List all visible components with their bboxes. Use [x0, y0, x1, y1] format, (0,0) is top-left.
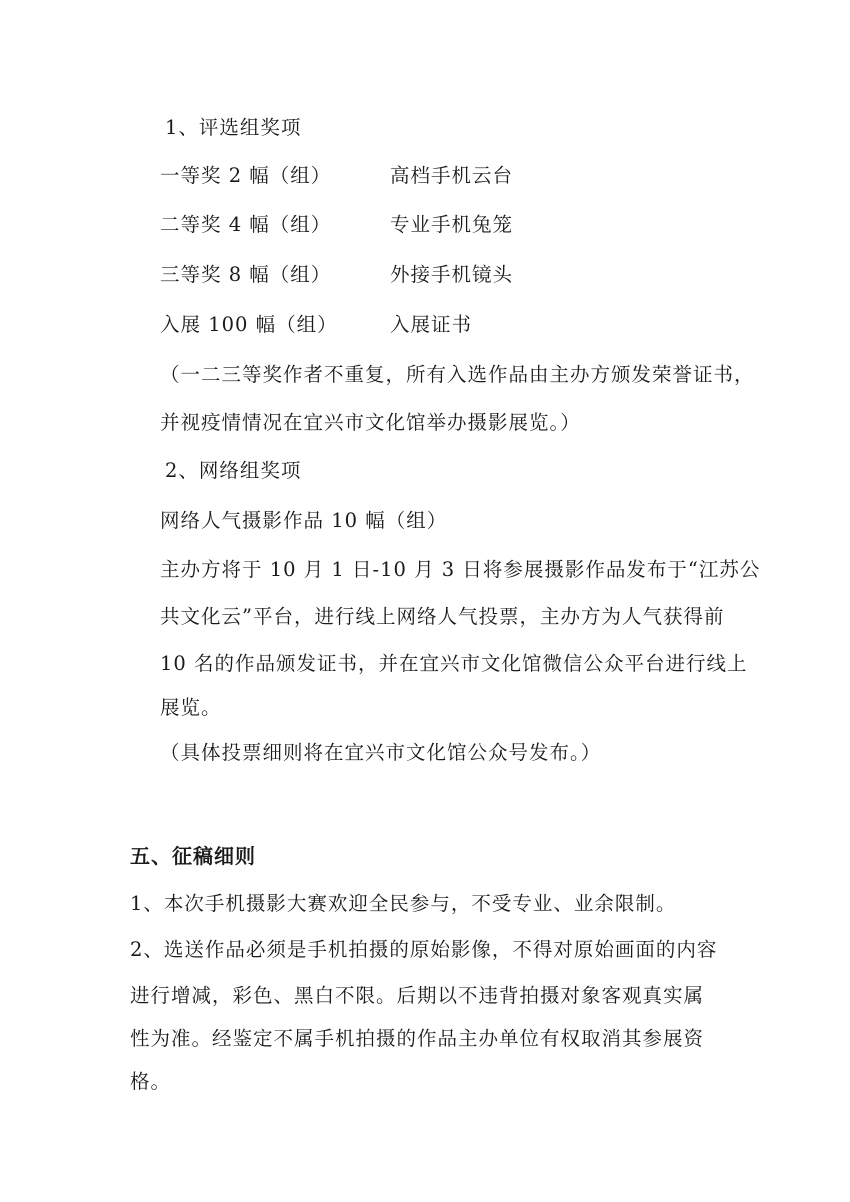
- online-para-line4: 展览。: [160, 696, 222, 719]
- rule-item-2-line3: 性为准。经鉴定不属手机拍摄的作品主办单位有权取消其参展资: [130, 1027, 705, 1050]
- award-prize: 入展证书: [390, 313, 473, 336]
- rule-item-2-line2: 进行增减，彩色、黑白不限。后期以不违背拍摄对象客观真实属: [130, 984, 705, 1007]
- online-para-line2: 共文化云”平台，进行线上网络人气投票，主办方为人气获得前: [160, 605, 725, 628]
- award-level: 三等奖 8 幅（组）: [160, 263, 332, 286]
- section-heading: 五、征稿细则: [130, 844, 256, 868]
- rule-item-2-line4: 格。: [130, 1070, 172, 1093]
- judging-awards-title: 1、评选组奖项: [165, 116, 302, 139]
- award-level: 一等奖 2 幅（组）: [160, 164, 332, 187]
- rule-item-1: 1、本次手机摄影大赛欢迎全民参与，不受专业、业余限制。: [130, 892, 677, 915]
- award-level: 二等奖 4 幅（组）: [160, 213, 332, 236]
- judging-note-line1: （一二三等奖作者不重复，所有入选作品由主办方颁发荣誉证书，: [160, 363, 755, 386]
- award-level: 入展 100 幅（组）: [160, 313, 338, 336]
- online-note: （具体投票细则将在宜兴市文化馆公众号发布。）: [160, 741, 602, 764]
- online-awards-title: 2、网络组奖项: [165, 459, 302, 482]
- online-para-line1: 主办方将于 10 月 1 日-10 月 3 日将参展摄影作品发布于“江苏公: [160, 558, 761, 581]
- judging-note-line2: 并视疫情情况在宜兴市文化馆举办摄影展览。）: [160, 411, 581, 434]
- online-para-line3: 10 名的作品颁发证书，并在宜兴市文化馆微信公众平台进行线上: [160, 652, 748, 675]
- online-award: 网络人气摄影作品 10 幅（组）: [160, 509, 448, 532]
- award-prize: 专业手机兔笼: [390, 213, 514, 236]
- rule-item-2-line1: 2、选送作品必须是手机拍摄的原始影像，不得对原始画面的内容: [130, 938, 718, 961]
- award-prize: 外接手机镜头: [390, 263, 514, 286]
- award-prize: 高档手机云台: [390, 164, 514, 187]
